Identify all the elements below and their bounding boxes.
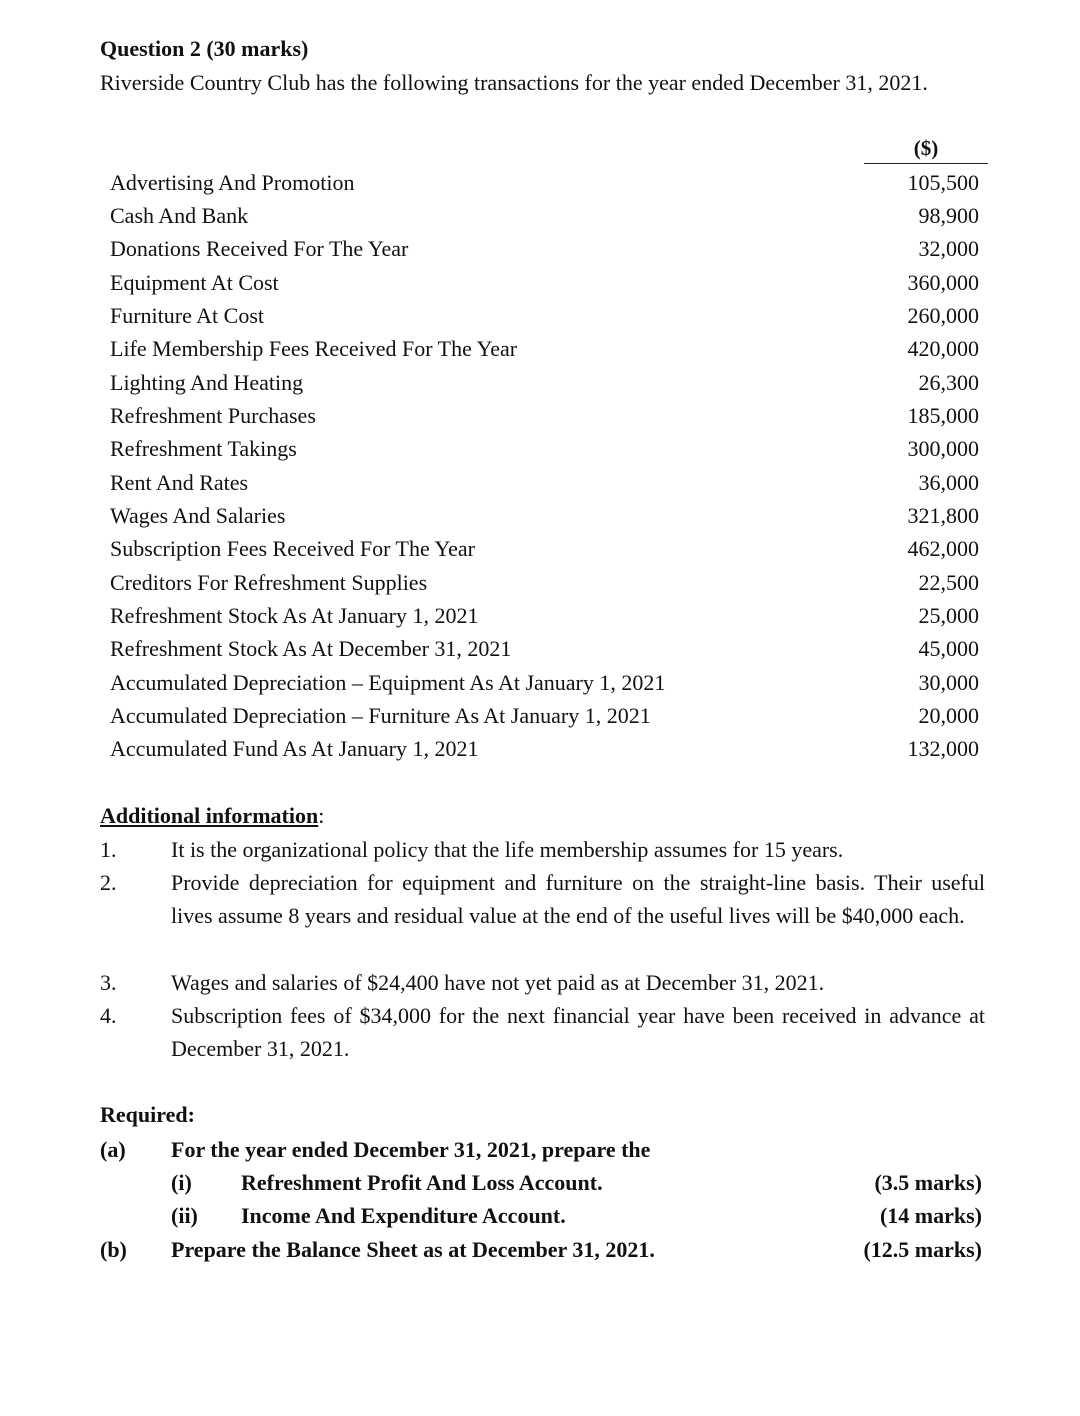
table-row-amount: 132,000 [907,736,979,761]
table-row-amount: 462,000 [907,536,979,561]
question-intro: Riverside Country Club has the following transactions for the year ended December 31, 2021. [100,70,928,95]
table-row-amount: 22,500 [918,570,979,595]
table-row-label: Creditors For Refreshment Supplies [110,570,428,595]
amount-column-header: ($) [913,136,939,160]
info-item-text: It is the organizational policy that the life membership assumes for 15 years. [171,837,844,862]
question-title: Question 2 (30 marks) [100,36,309,61]
info-item-number: 2. [100,870,117,895]
info-item-number: 4. [100,1003,117,1028]
table-row-amount: 32,000 [918,236,979,261]
subpart-i-text: Refreshment Profit And Loss Account. [241,1170,603,1195]
table-row-amount: 45,000 [918,636,979,661]
table-row-label: Equipment At Cost [110,270,279,295]
subpart-ii-label: (ii) [171,1203,198,1228]
info-item-text: Wages and salaries of $24,400 have not yet paid as at December 31, 2021. [171,970,825,995]
table-row-label: Refreshment Takings [110,436,297,461]
table-row-amount: 20,000 [918,703,979,728]
table-row-label: Advertising And Promotion [110,170,355,195]
part-b-label: (b) [100,1237,127,1262]
table-row-amount: 300,000 [907,436,979,461]
additional-info-colon: : [318,803,325,828]
table-row-label: Refreshment Purchases [110,403,316,428]
table-row-label: Wages And Salaries [110,503,286,528]
table-row-label: Lighting And Heating [110,370,304,395]
subpart-i-label: (i) [171,1170,192,1195]
additional-info-heading [100,803,324,829]
table-row-label: Accumulated Depreciation – Furniture As At January 1, 2021 [110,703,651,728]
table-row-amount: 420,000 [907,336,979,361]
info-item-number: 1. [100,837,117,862]
part-a-label: (a) [100,1137,126,1162]
table-row-amount: 30,000 [918,670,979,695]
subpart-ii-text: Income And Expenditure Account. [241,1203,566,1228]
info-item-text: Provide depreciation for equipment and furniture on the straight-line basis. Their useful lives assume 8 years and residual value at the end of the useful lives will be $40,000 each. [171,870,985,929]
table-row-amount: 360,000 [907,270,979,295]
table-row-amount: 25,000 [918,603,979,628]
required-heading: Required: [100,1102,195,1127]
table-row-amount: 185,000 [907,403,979,428]
table-row-amount: 105,500 [907,170,979,195]
subpart-i-marks: (3.5 marks) [874,1170,982,1195]
column-header-rule [864,163,988,164]
table-row-amount: 260,000 [907,303,979,328]
part-a-text: For the year ended December 31, 2021, prepare the [171,1137,651,1162]
part-b-marks: (12.5 marks) [863,1237,982,1262]
subpart-ii-marks: (14 marks) [879,1203,982,1228]
additional-info-title: Additional information [100,803,319,828]
table-row-amount: 321,800 [907,503,979,528]
part-b-text: Prepare the Balance Sheet as at December 31, 2021. [171,1237,655,1262]
table-row-label: Life Membership Fees Received For The Year [110,336,518,361]
table-row-label: Donations Received For The Year [110,236,409,261]
table-row-amount: 36,000 [918,470,979,495]
table-row-amount: 26,300 [918,370,979,395]
table-row-label: Rent And Rates [110,470,249,495]
table-row-label: Accumulated Fund As At January 1, 2021 [110,736,479,761]
table-row-label: Refreshment Stock As At December 31, 2021 [110,636,512,661]
table-row-amount: 98,900 [918,203,979,228]
table-row-label: Refreshment Stock As At January 1, 2021 [110,603,479,628]
table-row-label: Cash And Bank [110,203,249,228]
info-item-number: 3. [100,970,117,995]
table-row-label: Accumulated Depreciation – Equipment As At January 1, 2021 [110,670,666,695]
table-row-label: Subscription Fees Received For The Year [110,536,475,561]
info-item-text: Subscription fees of $34,000 for the next financial year have been received in advance at December 31, 2021. [171,1003,985,1062]
table-row-label: Furniture At Cost [110,303,265,328]
